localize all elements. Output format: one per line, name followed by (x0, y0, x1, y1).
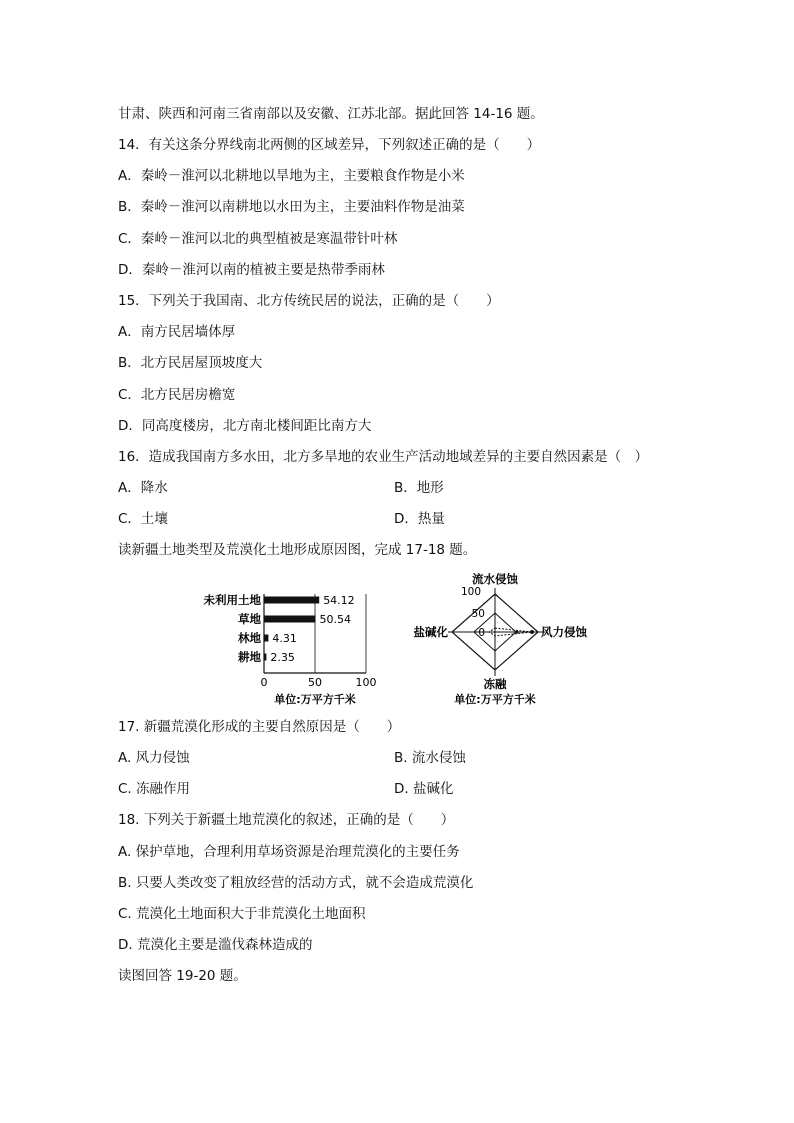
q17-option-c[interactable]: C. 冻融作用 (118, 781, 191, 797)
q14-option-c[interactable]: C．秦岭－淮河以北的典型植被是寒温带针叶林 (118, 231, 398, 247)
q16-option-b[interactable]: B．地形 (394, 480, 444, 496)
q15-option-a[interactable]: A．南方民居墙体厚 (118, 324, 236, 340)
q15-option-d[interactable]: D．同高度楼房，北方南北楼间距比南方大 (118, 418, 372, 434)
reading-instruction-17-18: 读新疆土地类型及荒漠化土地形成原因图，完成 17-18 题。 (118, 542, 477, 558)
bar-category-label-2: 林地 (238, 631, 261, 645)
radar-point-wind (530, 630, 534, 634)
radar-axis-salinization: 盐碱化 (413, 625, 448, 639)
radar-axis-freeze-thaw: 冻融 (483, 677, 507, 691)
radar-axis-wind-erosion: 风力侵蚀 (541, 625, 587, 639)
radar-tick-50: 50 (471, 608, 485, 620)
bar-value-label-2: 4.31 (272, 632, 297, 645)
q18-option-c[interactable]: C. 荒漠化土地面积大于非荒漠化土地面积 (118, 906, 366, 922)
q15-option-b[interactable]: B．北方民居屋顶坡度大 (118, 355, 263, 371)
q18-option-b[interactable]: B. 只要人类改变了粗放经营的活动方式，就不会造成荒漠化 (118, 875, 474, 891)
q16-option-c[interactable]: C．土壤 (118, 511, 168, 527)
bar-value-label-3: 2.35 (270, 651, 295, 664)
bar-category-label-1: 草地 (238, 612, 261, 626)
bar-2 (264, 635, 268, 642)
q17-option-b[interactable]: B. 流水侵蚀 (394, 750, 466, 766)
land-type-bar-chart (204, 593, 377, 706)
q14-option-a[interactable]: A．秦岭－淮河以北耕地以旱地为主，主要粮食作物是小米 (118, 168, 465, 184)
bar-value-label-0: 54.12 (323, 594, 355, 607)
radar-point-mid (516, 631, 519, 634)
bar-value-label-1: 50.54 (319, 613, 352, 626)
intro-text: 甘肃、陕西和河南三省南部以及安徽、江苏北部。据此回答 14-16 题。 (118, 106, 544, 122)
q17-option-d[interactable]: D. 盐碱化 (394, 781, 454, 797)
land-figure (180, 570, 620, 710)
q15-option-c[interactable]: C．北方民居房檐宽 (118, 387, 236, 403)
radar-tick-100: 100 (460, 586, 481, 598)
q17-option-a[interactable]: A. 风力侵蚀 (118, 750, 190, 766)
bar-category-label-0: 未利用土地 (203, 593, 261, 607)
q18-stem: 18. 下列关于新疆土地荒漠化的叙述，正确的是（ ） (118, 812, 455, 828)
q14-option-d[interactable]: D．秦岭－淮河以南的植被主要是热带季雨林 (118, 262, 385, 278)
q18-option-a[interactable]: A. 保护草地，合理利用草场资源是治理荒漠化的主要任务 (118, 844, 460, 860)
radar-tick-0: 0 (478, 627, 485, 639)
bar-1 (264, 616, 316, 623)
q15-stem: 15．下列关于我国南、北方传统民居的说法，正确的是（ ） (118, 293, 500, 309)
bar-tick-0: 0 (260, 676, 268, 689)
q18-option-d[interactable]: D. 荒漠化主要是滥伐森林造成的 (118, 937, 313, 953)
bar-3 (264, 654, 266, 661)
q16-option-a[interactable]: A．降水 (118, 480, 168, 496)
reading-instruction-19-20: 读图回答 19-20 题。 (118, 968, 247, 984)
bar-unit-label: 单位:万平方千米 (274, 693, 356, 706)
bar-tick-100: 100 (355, 676, 377, 689)
radar-unit-label: 单位:万平方千米 (454, 693, 536, 706)
q16-option-d[interactable]: D．热量 (394, 511, 445, 527)
q17-stem: 17. 新疆荒漠化形成的主要自然原因是（ ） (118, 719, 401, 735)
radar-axis-water-erosion: 流水侵蚀 (472, 572, 518, 586)
bar-0 (264, 597, 319, 604)
bar-category-label-3: 耕地 (238, 650, 261, 664)
q14-option-b[interactable]: B．秦岭－淮河以南耕地以水田为主，主要油料作物是油菜 (118, 199, 465, 215)
q16-stem: 16．造成我国南方多水田，北方多旱地的农业生产活动地域差异的主要自然因素是（ ） (118, 449, 649, 465)
desertification-cause-radar-chart (414, 572, 588, 706)
bar-tick-50: 50 (308, 676, 322, 689)
q14-stem: 14．有关这条分界线南北两侧的区域差异，下列叙述正确的是（ ） (118, 137, 541, 153)
